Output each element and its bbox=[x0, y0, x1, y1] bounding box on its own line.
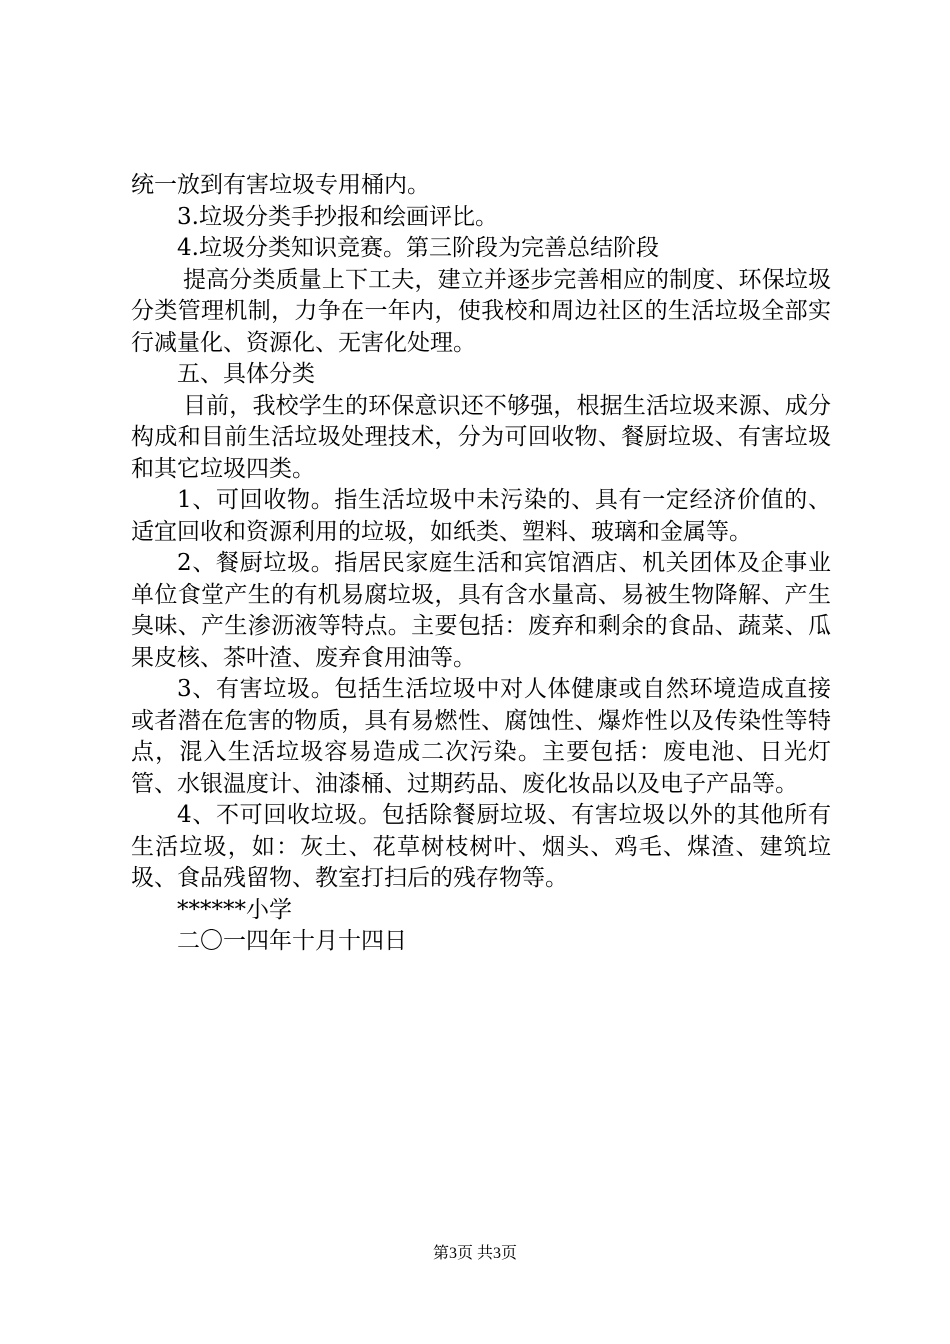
signature-school: ******小学 bbox=[177, 896, 292, 923]
paragraph-intro-classification: 目前，我校学生的环保意识还不够强，根据生活垃圾来源、成分构成和目前生活垃圾处理技术，分为可回收物、餐厨垃圾、有害垃圾和其它垃圾四类。 bbox=[131, 392, 831, 482]
page-indicator: 第3页 共3页 bbox=[432, 1245, 517, 1262]
paragraph-kitchen-waste: 2、餐厨垃圾。指居民家庭生活和宾馆酒店、机关团体及企事业单位食堂产生的有机易腐垃圾，具有含水量高、易被生物降解、产生臭味、产生渗沥液等特点。主要包括：废弃和剩余的食品、蔬菜、瓜果皮核、茶叶渣、废弃食用油等。 bbox=[131, 550, 831, 671]
paragraph-other-waste: 4、不可回收垃圾。包括除餐厨垃圾、有害垃圾以外的其他所有生活垃圾，如：灰土、花草树枝树叶、烟头、鸡毛、煤渣、建筑垃圾、食品残留物、教室打扫后的残存物等。 bbox=[131, 802, 831, 891]
paragraph-item-4: 4.垃圾分类知识竞赛。第三阶段为完善总结阶段 bbox=[177, 235, 659, 261]
paragraph-recyclables: 1、可回收物。指生活垃圾中未污染的、具有一定经济价值的、适宜回收和资源利用的垃圾，如纸类、塑料、玻璃和金属等。 bbox=[131, 487, 831, 545]
paragraph-hazardous-waste: 3、有害垃圾。包括生活垃圾中对人体健康或自然环境造成直接或者潜在危害的物质，具有易燃性、腐蚀性、爆炸性以及传染性等特点，混入生活垃圾容易造成二次污染。主要包括：废电池、日光灯管、水银温度计、油漆桶、过期药品、废化妆品以及电子产品等。 bbox=[131, 676, 831, 797]
paragraph-continuation: 统一放到有害垃圾专用桶内。 bbox=[131, 172, 430, 198]
section-heading-classification: 五、具体分类 bbox=[177, 361, 315, 387]
page-footer bbox=[0, 1244, 950, 1264]
paragraph-item-3: 3.垃圾分类手抄报和绘画评比。 bbox=[177, 203, 498, 230]
paragraph-stage-three: 提高分类质量上下工夫，建立并逐步完善相应的制度、环保垃圾分类管理机制，力争在一年内，使我校和周边社区的生活垃圾全部实行减量化、资源化、无害化处理。 bbox=[131, 266, 831, 356]
document-body bbox=[131, 170, 831, 958]
signature-date: 二〇一四年十月十四日 bbox=[177, 928, 407, 954]
